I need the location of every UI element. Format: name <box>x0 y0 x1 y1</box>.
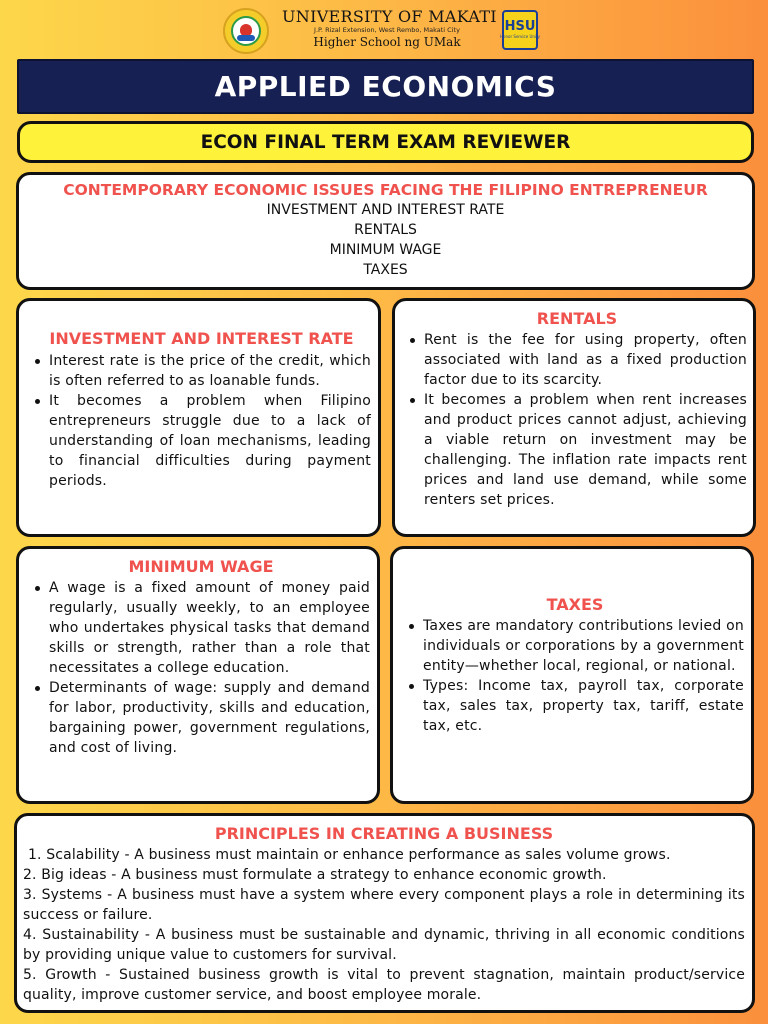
principle-item: 5. Growth - Sustained business growth is vital to prevent stagnation, maintain product/service quality, improve customer service, and boost employee morale. <box>23 967 745 1003</box>
minimum-wage-heading: MINIMUM WAGE <box>128 557 274 576</box>
rentals-box <box>392 298 756 537</box>
principles-box <box>14 813 755 1013</box>
principles-heading: PRINCIPLES IN CREATING A BUSINESS <box>214 824 554 843</box>
issues-item: INVESTMENT AND INTEREST RATE <box>266 202 505 218</box>
university-block <box>282 7 497 50</box>
list-item: It becomes a problem when rent increases and product prices cannot adjust, achieving a viable return on investment may be challenging. The inflation rate impacts rent prices and land use demand, while some renters set prices. <box>407 390 747 510</box>
investment-list <box>32 351 371 491</box>
principle-item: 2. Big ideas - A business must formulate a strategy to enhance economic growth. <box>23 867 607 883</box>
page-subtitle: ECON FINAL TERM EXAM REVIEWER <box>200 131 571 153</box>
university-name: UNIVERSITY OF MAKATI <box>282 7 497 26</box>
header <box>0 6 768 52</box>
list-item: Rent is the fee for using property, often associated with land as a fixed production factor due to its scarcity. <box>407 330 747 390</box>
issues-item: TAXES <box>363 262 408 278</box>
rentals-heading: RENTALS <box>536 309 618 328</box>
list-item: A wage is a fixed amount of money paid regularly, usually weekly, to an employee who undertakes physical tasks that demand skills or strength, rather than a role that necessitates a college education. <box>32 578 370 678</box>
issues-item: RENTALS <box>354 222 417 238</box>
list-item: Interest rate is the price of the credit, which is often referred to as loanable funds. <box>32 351 371 391</box>
principle-item: 3. Systems - A business must have a system where every component plays a role in determining its success or failure. <box>23 887 745 923</box>
list-item: Taxes are mandatory contributions levied on individuals or corporations by a government entity—whether local, regional, or national. <box>406 616 744 676</box>
investment-heading: INVESTMENT AND INTEREST RATE <box>49 329 354 348</box>
hsu-logo-icon: HSU Honor Service Unity <box>502 10 538 50</box>
principle-item: 4. Sustainability - A business must be sustainable and dynamic, thriving in all economic conditions by providing unique value to customers for survival. <box>23 927 745 963</box>
minimum-wage-list <box>32 578 370 758</box>
investment-box <box>16 298 381 537</box>
page-title: APPLIED ECONOMICS <box>214 70 557 103</box>
list-item: It becomes a problem when Filipino entrepreneurs struggle due to a lack of understanding of loan mechanisms, leading to financial difficulties during payment periods. <box>32 391 371 491</box>
university-seal-icon <box>223 8 269 54</box>
issues-item: MINIMUM WAGE <box>329 242 442 258</box>
issues-box <box>16 172 755 290</box>
university-address: J.P. Rizal Extension, West Rembo, Makati City <box>314 26 460 34</box>
rentals-list <box>407 330 747 510</box>
taxes-heading: TAXES <box>546 595 604 614</box>
list-item: Determinants of wage: supply and demand for labor, productivity, skills and education, bargaining power, government regulations, and cost of living. <box>32 678 370 758</box>
list-item: Types: Income tax, payroll tax, corporate tax, sales tax, property tax, tariff, estate tax, etc. <box>406 676 744 736</box>
subtitle-bar <box>17 121 754 163</box>
principle-item: 1. Scalability - A business must maintain or enhance performance as sales volume grows. <box>28 847 671 863</box>
taxes-box <box>390 546 754 804</box>
school-name: Higher School ng UMak <box>313 35 461 49</box>
taxes-list <box>406 616 744 736</box>
minimum-wage-box <box>16 546 380 804</box>
issues-heading: CONTEMPORARY ECONOMIC ISSUES FACING THE FILIPINO ENTREPRENEUR <box>63 181 708 199</box>
title-bar <box>17 59 754 114</box>
